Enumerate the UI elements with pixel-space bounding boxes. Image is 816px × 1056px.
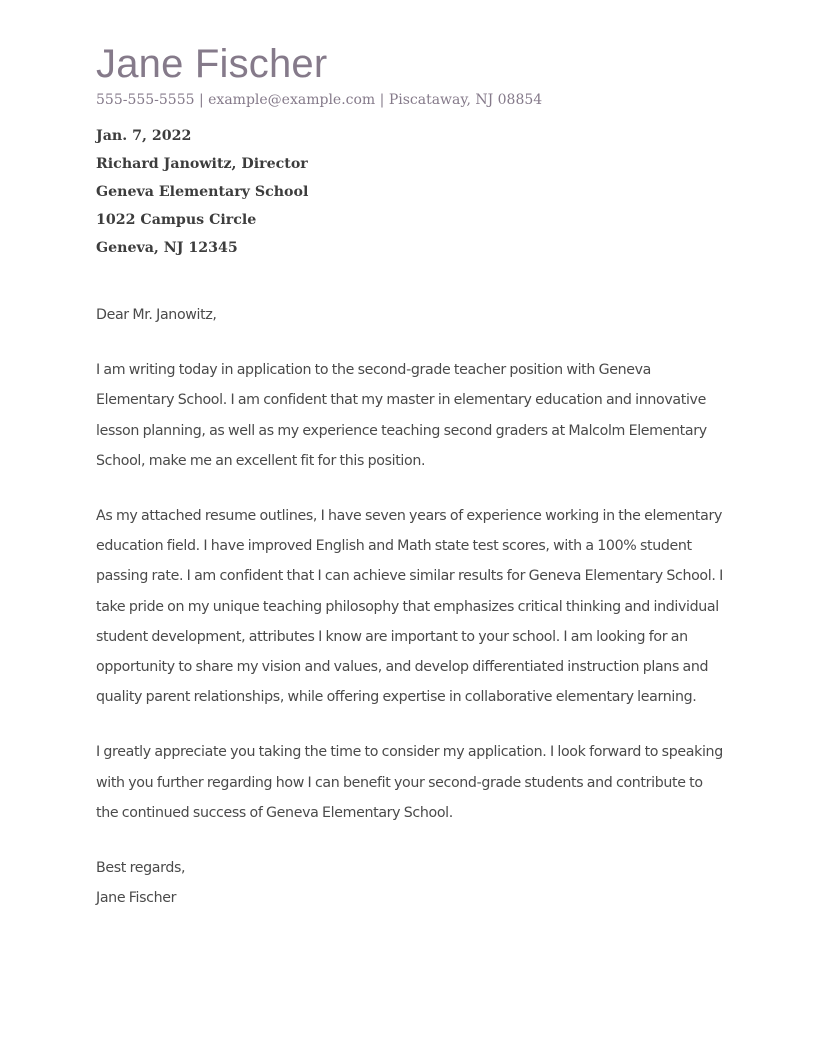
body-paragraph: I greatly appreciate you taking the time to consider my application. I look forward to speaking with you further regarding how I can benefit your second-grade students and contribute to the continued success of Geneva Elementary School.	[96, 744, 723, 821]
sender-contact-line: 555-555-5555 | example@example.com | Piscataway, NJ 08854	[96, 92, 543, 108]
body-paragraph: As my attached resume outlines, I have seven years of experience working in the elementary education field. I have improved English and Math state test scores, with a 100% student passing rate. I am confident that I can achieve similar results for Geneva Elementary School. I take pride on my unique teaching philosophy that emphasizes critical thinking and individual student development, attributes I know are important to your school. I am looking for an opportunity to share my vision and values, and develop differentiated instruction plans and quality parent relationships, while offering expertise in collaborative elementary learning.	[96, 508, 723, 706]
salutation: Dear Mr. Janowitz,	[96, 307, 217, 323]
cover-letter	[96, 38, 726, 913]
closing-phrase: Best regards,	[96, 860, 186, 877]
recipient-block	[96, 126, 726, 266]
recipient-organization: Geneva Elementary School	[96, 184, 309, 200]
recipient-name-title: Richard Janowitz, Director	[96, 156, 308, 172]
recipient-city-state-zip: Geneva, NJ 12345	[96, 240, 238, 256]
signature-name: Jane Fischer	[96, 890, 177, 907]
closing-block	[96, 853, 726, 913]
body-paragraph: I am writing today in application to the second-grade teacher position with Geneva Elementary School. I am confident that my master in elementary education and innovative lesson planning, as well as my experience teaching second graders at Malcolm Elementary School, make me an excellent fit for this position.	[96, 362, 707, 469]
sender-name: Jane Fischer	[96, 42, 328, 86]
letter-date: Jan. 7, 2022	[96, 128, 192, 144]
recipient-street: 1022 Campus Circle	[96, 212, 257, 228]
